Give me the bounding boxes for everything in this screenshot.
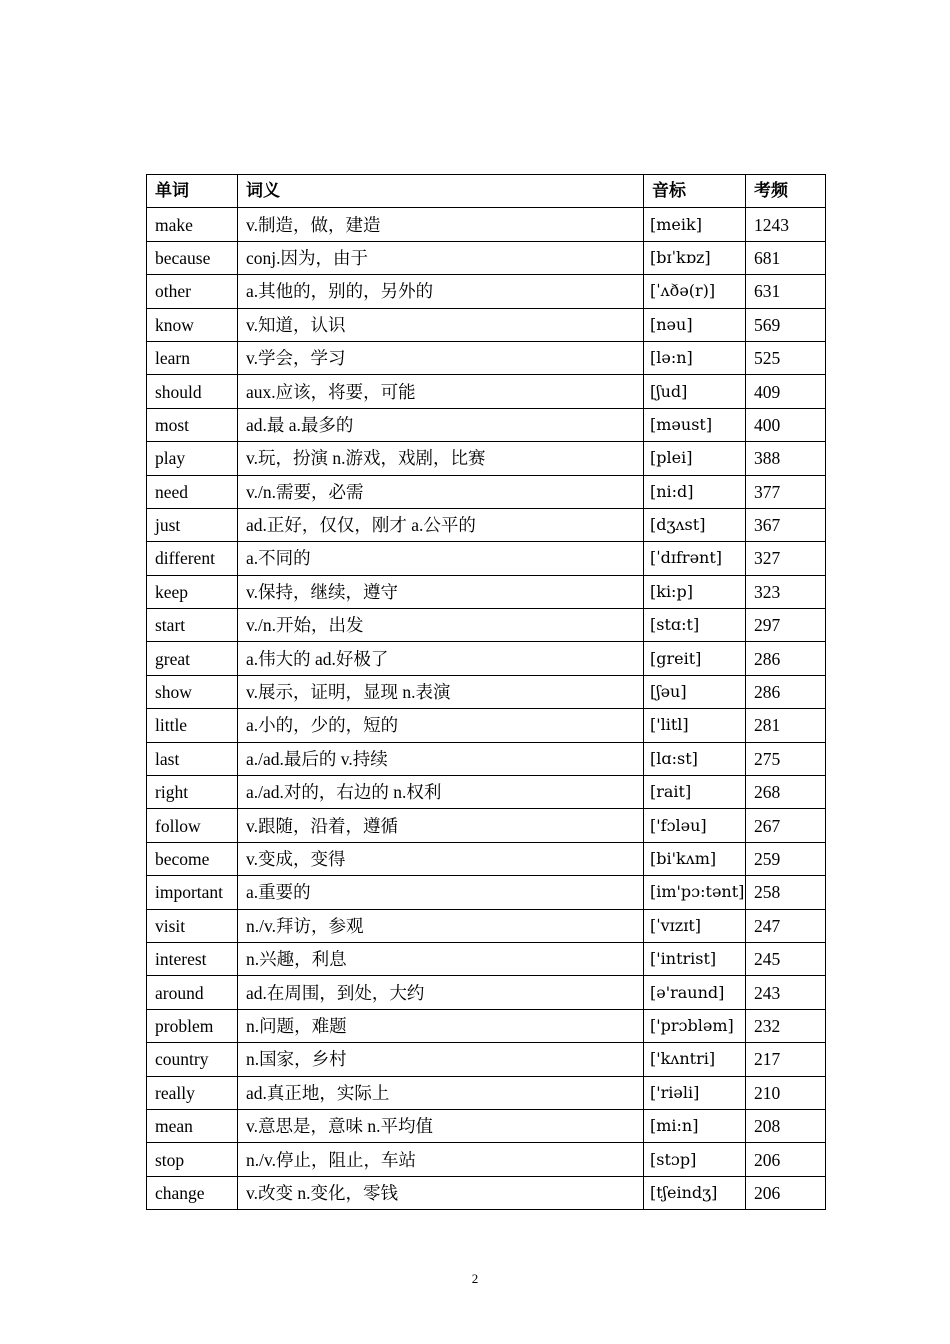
table-row: [147, 508, 826, 541]
meaning-cell: v.意思是，意味 n.平均值: [238, 1109, 644, 1142]
frequency-cell: 217: [746, 1043, 826, 1076]
table-row: [147, 976, 826, 1009]
phonetic-cell: [lɑ:st]: [644, 742, 746, 775]
table-row: [147, 208, 826, 241]
table-row: [147, 275, 826, 308]
meaning-cell: n./v.停止，阻止，车站: [238, 1143, 644, 1176]
column-header-phonetic: 音标: [644, 175, 746, 208]
table-body: [147, 208, 826, 1210]
word-cell: great: [147, 642, 238, 675]
meaning-cell: v.制造，做，建造: [238, 208, 644, 241]
phonetic-cell: [plei]: [644, 442, 746, 475]
meaning-cell: a.其他的，别的，另外的: [238, 275, 644, 308]
table-row: [147, 1043, 826, 1076]
frequency-cell: 297: [746, 609, 826, 642]
frequency-cell: 367: [746, 508, 826, 541]
frequency-cell: 400: [746, 408, 826, 441]
phonetic-cell: [lə:n]: [644, 341, 746, 374]
frequency-cell: 245: [746, 942, 826, 975]
phonetic-cell: [greit]: [644, 642, 746, 675]
table-row: [147, 1109, 826, 1142]
phonetic-cell: [stɑ:t]: [644, 609, 746, 642]
meaning-cell: v.学会，学习: [238, 341, 644, 374]
table-row: [147, 642, 826, 675]
table-row: [147, 675, 826, 708]
meaning-cell: a.重要的: [238, 876, 644, 909]
phonetic-cell: ['kʌntri]: [644, 1043, 746, 1076]
meaning-cell: a./ad.对的，右边的 n.权利: [238, 776, 644, 809]
frequency-cell: 409: [746, 375, 826, 408]
vocabulary-table: [146, 174, 826, 1210]
table-row: [147, 475, 826, 508]
table-row: [147, 241, 826, 274]
table-header-row: [147, 175, 826, 208]
word-cell: last: [147, 742, 238, 775]
meaning-cell: v.改变 n.变化，零钱: [238, 1176, 644, 1209]
meaning-cell: v.变成，变得: [238, 842, 644, 875]
column-header-frequency: 考频: [746, 175, 826, 208]
frequency-cell: 243: [746, 976, 826, 1009]
phonetic-cell: [bi'kʌm]: [644, 842, 746, 875]
phonetic-cell: [ˈdɪfrənt]: [644, 542, 746, 575]
frequency-cell: 281: [746, 709, 826, 742]
frequency-cell: 267: [746, 809, 826, 842]
frequency-cell: 275: [746, 742, 826, 775]
table-row: [147, 1143, 826, 1176]
phonetic-cell: [meik]: [644, 208, 746, 241]
table-row: [147, 308, 826, 341]
frequency-cell: 327: [746, 542, 826, 575]
table-row: [147, 876, 826, 909]
frequency-cell: 388: [746, 442, 826, 475]
frequency-cell: 525: [746, 341, 826, 374]
word-cell: know: [147, 308, 238, 341]
frequency-cell: 208: [746, 1109, 826, 1142]
frequency-cell: 286: [746, 675, 826, 708]
word-cell: interest: [147, 942, 238, 975]
frequency-cell: 210: [746, 1076, 826, 1109]
phonetic-cell: [dʒʌst]: [644, 508, 746, 541]
table-row: [147, 1009, 826, 1042]
word-cell: learn: [147, 341, 238, 374]
phonetic-cell: ['riəli]: [644, 1076, 746, 1109]
word-cell: most: [147, 408, 238, 441]
word-cell: change: [147, 1176, 238, 1209]
frequency-cell: 206: [746, 1143, 826, 1176]
meaning-cell: a.小的，少的，短的: [238, 709, 644, 742]
phonetic-cell: [ʃəu]: [644, 675, 746, 708]
meaning-cell: v.玩，扮演 n.游戏，戏剧，比赛: [238, 442, 644, 475]
meaning-cell: n.问题，难题: [238, 1009, 644, 1042]
table-row: [147, 842, 826, 875]
word-cell: stop: [147, 1143, 238, 1176]
meaning-cell: a./ad.最后的 v.持续: [238, 742, 644, 775]
word-cell: become: [147, 842, 238, 875]
word-cell: different: [147, 542, 238, 575]
table-row: [147, 942, 826, 975]
meaning-cell: n./v.拜访，参观: [238, 909, 644, 942]
phonetic-cell: [ni:d]: [644, 475, 746, 508]
frequency-cell: 377: [746, 475, 826, 508]
word-cell: mean: [147, 1109, 238, 1142]
meaning-cell: n.国家，乡村: [238, 1043, 644, 1076]
word-cell: keep: [147, 575, 238, 608]
word-cell: follow: [147, 809, 238, 842]
frequency-cell: 206: [746, 1176, 826, 1209]
frequency-cell: 1243: [746, 208, 826, 241]
meaning-cell: aux.应该，将要，可能: [238, 375, 644, 408]
phonetic-cell: [ˈvɪzɪt]: [644, 909, 746, 942]
word-cell: because: [147, 241, 238, 274]
word-cell: around: [147, 976, 238, 1009]
table-row: [147, 1176, 826, 1209]
table-row: [147, 809, 826, 842]
phonetic-cell: [mi:n]: [644, 1109, 746, 1142]
phonetic-cell: ['litl]: [644, 709, 746, 742]
frequency-cell: 323: [746, 575, 826, 608]
phonetic-cell: [ˈʌðə(r)]: [644, 275, 746, 308]
phonetic-cell: ['fɔləu]: [644, 809, 746, 842]
word-cell: other: [147, 275, 238, 308]
word-cell: play: [147, 442, 238, 475]
table-row: [147, 542, 826, 575]
word-cell: need: [147, 475, 238, 508]
phonetic-cell: [ki:p]: [644, 575, 746, 608]
frequency-cell: 569: [746, 308, 826, 341]
table-row: [147, 909, 826, 942]
meaning-cell: a.伟大的 ad.好极了: [238, 642, 644, 675]
meaning-cell: v.展示，证明，显现 n.表演: [238, 675, 644, 708]
meaning-cell: v.知道，认识: [238, 308, 644, 341]
word-cell: should: [147, 375, 238, 408]
meaning-cell: v./n.开始，出发: [238, 609, 644, 642]
table-row: [147, 742, 826, 775]
table-row: [147, 442, 826, 475]
word-cell: just: [147, 508, 238, 541]
meaning-cell: v.保持，继续，遵守: [238, 575, 644, 608]
table-row: [147, 776, 826, 809]
column-header-meaning: 词义: [238, 175, 644, 208]
meaning-cell: ad.在周围，到处，大约: [238, 976, 644, 1009]
phonetic-cell: ['prɔbləm]: [644, 1009, 746, 1042]
word-cell: important: [147, 876, 238, 909]
table-row: [147, 575, 826, 608]
table-row: [147, 408, 826, 441]
phonetic-cell: [bɪˈkɒz]: [644, 241, 746, 274]
table-row: [147, 609, 826, 642]
frequency-cell: 232: [746, 1009, 826, 1042]
meaning-cell: conj.因为，由于: [238, 241, 644, 274]
phonetic-cell: ['intrist]: [644, 942, 746, 975]
word-cell: show: [147, 675, 238, 708]
phonetic-cell: [tʃeindʒ]: [644, 1176, 746, 1209]
table-row: [147, 1076, 826, 1109]
phonetic-cell: [ə'raund]: [644, 976, 746, 1009]
column-header-word: 单词: [147, 175, 238, 208]
word-cell: visit: [147, 909, 238, 942]
meaning-cell: ad.真正地，实际上: [238, 1076, 644, 1109]
phonetic-cell: [rait]: [644, 776, 746, 809]
frequency-cell: 631: [746, 275, 826, 308]
meaning-cell: ad.正好，仅仅，刚才 a.公平的: [238, 508, 644, 541]
word-cell: country: [147, 1043, 238, 1076]
frequency-cell: 258: [746, 876, 826, 909]
meaning-cell: v./n.需要，必需: [238, 475, 644, 508]
phonetic-cell: [ʃud]: [644, 375, 746, 408]
table-row: [147, 375, 826, 408]
phonetic-cell: [nəu]: [644, 308, 746, 341]
phonetic-cell: [stɔp]: [644, 1143, 746, 1176]
meaning-cell: ad.最 a.最多的: [238, 408, 644, 441]
phonetic-cell: [məust]: [644, 408, 746, 441]
frequency-cell: 259: [746, 842, 826, 875]
meaning-cell: a.不同的: [238, 542, 644, 575]
meaning-cell: n.兴趣，利息: [238, 942, 644, 975]
word-cell: start: [147, 609, 238, 642]
frequency-cell: 268: [746, 776, 826, 809]
table-row: [147, 709, 826, 742]
frequency-cell: 247: [746, 909, 826, 942]
frequency-cell: 286: [746, 642, 826, 675]
word-cell: really: [147, 1076, 238, 1109]
page-number: 2: [471, 1271, 479, 1286]
word-cell: little: [147, 709, 238, 742]
word-cell: make: [147, 208, 238, 241]
meaning-cell: v.跟随，沿着，遵循: [238, 809, 644, 842]
phonetic-cell: [im'pɔ:tənt]: [644, 876, 746, 909]
table-row: [147, 341, 826, 374]
frequency-cell: 681: [746, 241, 826, 274]
word-cell: problem: [147, 1009, 238, 1042]
word-cell: right: [147, 776, 238, 809]
